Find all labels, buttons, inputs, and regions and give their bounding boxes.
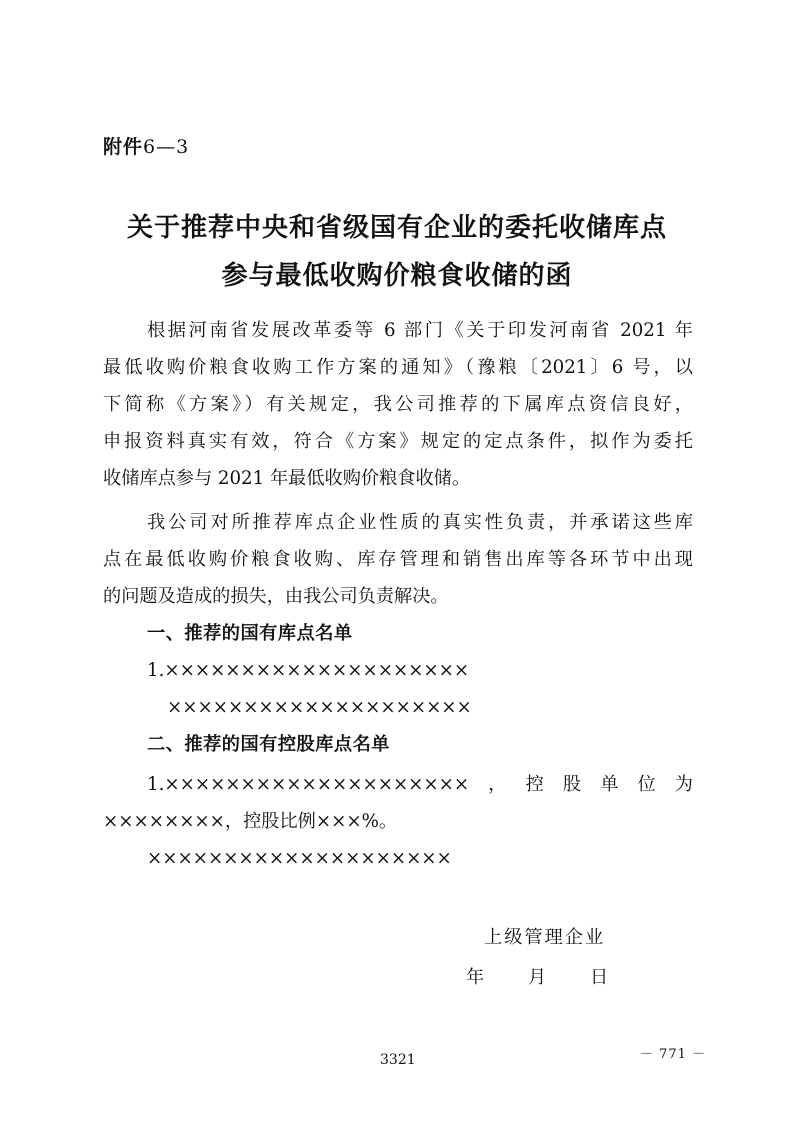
paragraph-1-line-1: 根据河南省发展改革委等 6 部门《关于印发河南省 2021 年	[147, 320, 693, 341]
page-number: － 771 －	[640, 1047, 707, 1062]
paragraph-2-line-3: 的问题及造成的损失，由我公司负责解决。	[103, 586, 449, 607]
signature-organization: 上级管理企业	[484, 927, 606, 948]
attachment-word: 附件	[103, 136, 144, 158]
section-1-item-line-2: ××××××××××××××××××××	[167, 697, 472, 718]
section-2-heading: 二、推荐的国有控股库点名单	[147, 734, 390, 755]
document-title-line-2: 参与最低收购价粮食收储的函	[221, 261, 573, 291]
section-2-item-line-1: 1.××××××××××××××××××××，控股单位为	[147, 774, 693, 795]
paragraph-1-line-5: 收储库点参与 2021 年最低收购价粮食收储。	[103, 468, 471, 489]
footer-number: 3321	[380, 1052, 416, 1068]
document-title-line-1: 关于推荐中央和省级国有企业的委托收储库点	[126, 213, 667, 243]
paragraph-2-line-1: 我公司对所推荐库点企业性质的真实性负责，并承诺这些库	[147, 512, 693, 533]
section-1-heading: 一、推荐的国有库点名单	[147, 623, 353, 644]
paragraph-1-line-4: 申报资料真实有效，符合《方案》规定的定点条件，拟作为委托	[103, 431, 693, 452]
attachment-number: 6—3	[143, 136, 190, 158]
attachment-label	[103, 132, 189, 159]
paragraph-2-line-2: 点在最低收购价粮食收购、库存管理和销售出库等各环节中出现	[103, 549, 693, 570]
signature-year: 年	[466, 967, 485, 988]
paragraph-1-line-2: 最低收购价粮食收购工作方案的通知》（豫粮〔2021〕6 号，以	[103, 357, 693, 378]
signature-day: 日	[590, 967, 609, 988]
section-2-item-line-3: ××××××××××××××××××××	[147, 848, 452, 869]
signature-month: 月	[528, 967, 547, 988]
paragraph-1-line-3: 下简称《方案》）有关规定，我公司推荐的下属库点资信良好，	[103, 394, 693, 415]
section-1-item-line-1: 1.××××××××××××××××××××	[147, 660, 470, 681]
section-2-item-line-2: ××××××××，控股比例×××%。	[103, 811, 398, 832]
